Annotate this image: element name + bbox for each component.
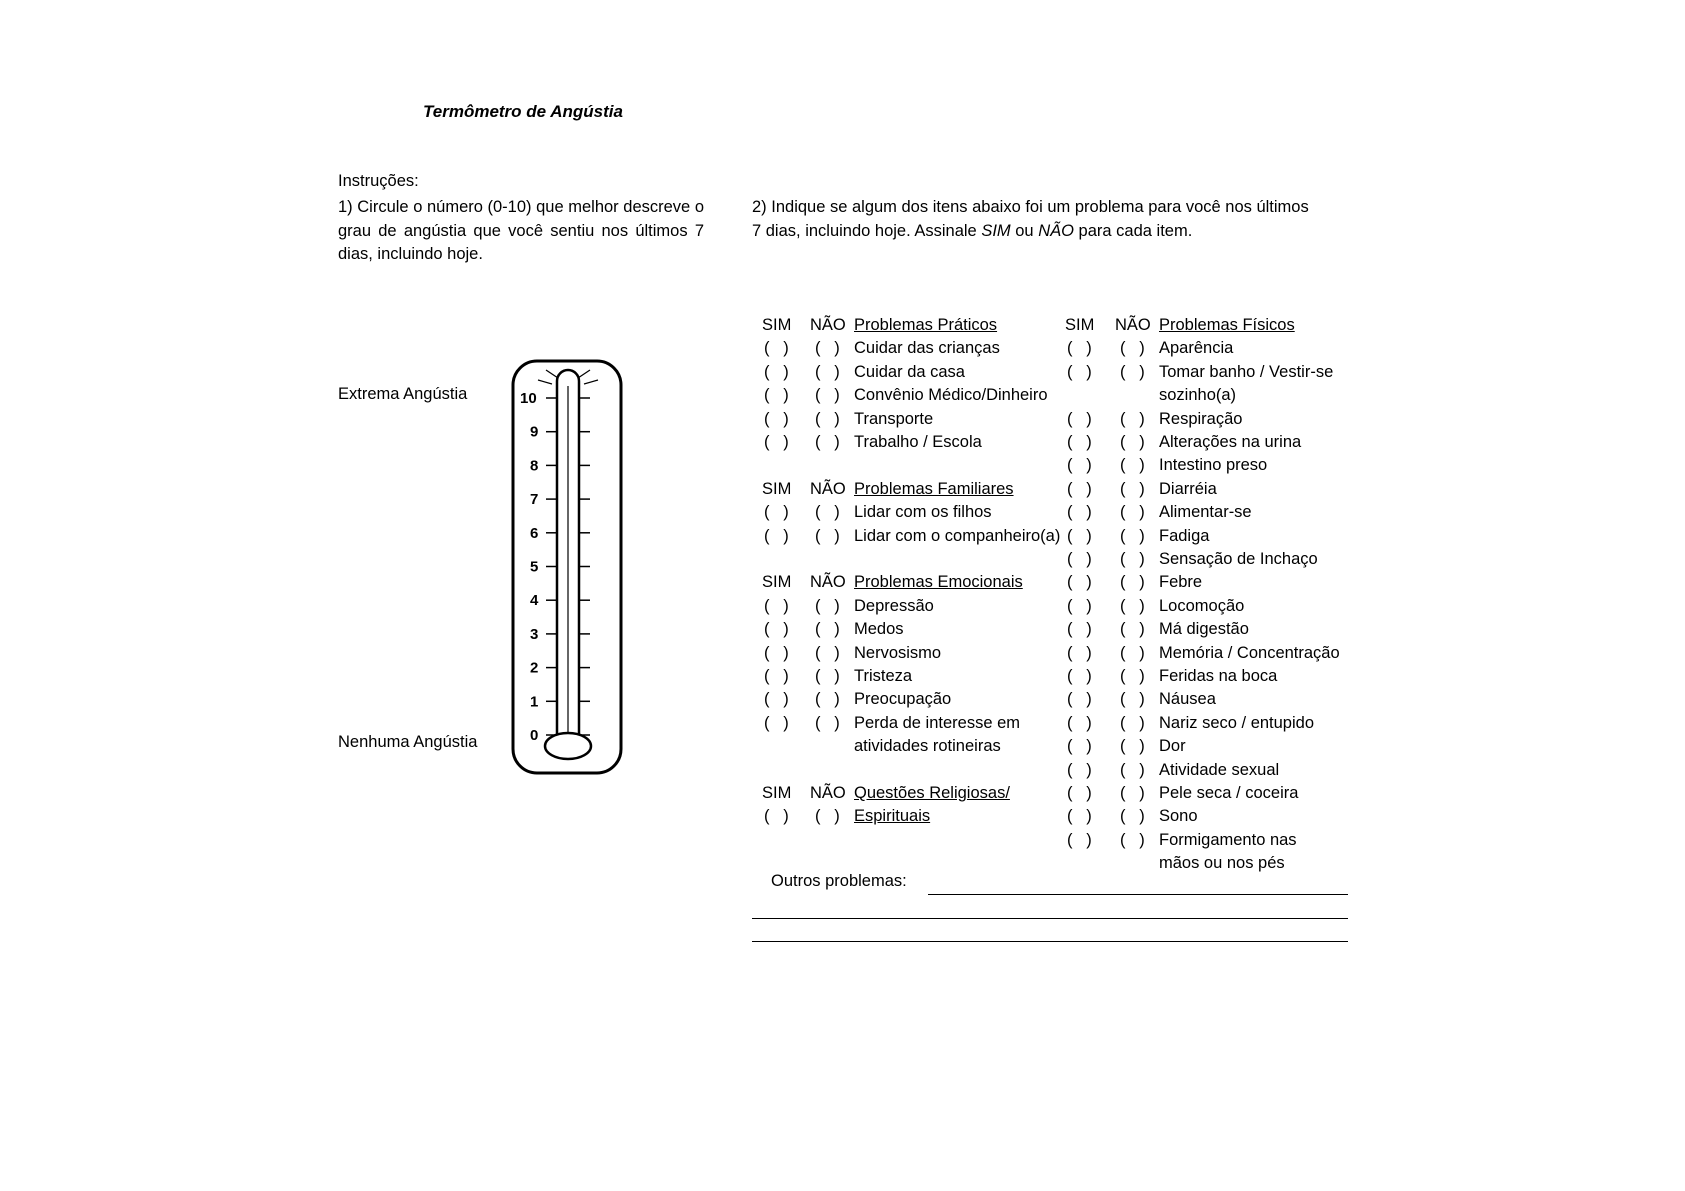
col-header-nao: NÃO bbox=[810, 784, 846, 802]
item-label: Cuidar das crianças bbox=[854, 339, 1000, 358]
item-label: Tristeza bbox=[854, 667, 913, 685]
item-label: Trabalho / Escola bbox=[854, 433, 982, 451]
item-label: Sensação de Inchaço bbox=[1159, 550, 1318, 568]
checkbox-sim[interactable]: ( ) bbox=[764, 409, 789, 428]
checkbox-nao[interactable]: ( ) bbox=[815, 690, 840, 709]
scale-label-10[interactable]: 10 bbox=[520, 390, 537, 407]
checkbox-nao[interactable]: ( ) bbox=[1120, 456, 1145, 475]
checkbox-sim[interactable]: ( ) bbox=[764, 713, 789, 732]
checkbox-nao[interactable]: ( ) bbox=[1120, 339, 1145, 358]
item-label: Intestino preso bbox=[1159, 456, 1268, 475]
checkbox-sim[interactable]: ( ) bbox=[1067, 690, 1092, 709]
item-label: Tomar banho / Vestir-se bbox=[1159, 362, 1334, 381]
form-title: Termômetro de Angústia bbox=[423, 102, 623, 121]
checkbox-nao[interactable]: ( ) bbox=[815, 339, 840, 358]
col-header-sim: SIM bbox=[762, 316, 792, 334]
col-header-nao: NÃO bbox=[1115, 316, 1151, 334]
checkbox-nao[interactable]: ( ) bbox=[815, 596, 840, 615]
scale-label-0[interactable]: 0 bbox=[530, 727, 539, 744]
item-label: Lidar com os filhos bbox=[854, 503, 992, 522]
thermometer-bulb bbox=[545, 733, 591, 759]
no-distress-label: Nenhuma Angústia bbox=[338, 733, 478, 751]
col-header-sim: SIM bbox=[762, 573, 792, 592]
item-label: Fadiga bbox=[1159, 526, 1210, 545]
section-title-praticos: Problemas Práticos bbox=[854, 316, 998, 334]
checkbox-sim[interactable]: ( ) bbox=[1067, 433, 1092, 451]
checkbox-sim[interactable]: ( ) bbox=[1067, 713, 1092, 732]
checkbox-nao[interactable]: ( ) bbox=[1120, 479, 1145, 498]
scale-label-9[interactable]: 9 bbox=[530, 423, 539, 441]
scale-label-8[interactable]: 8 bbox=[530, 457, 539, 475]
scale-label-5[interactable]: 5 bbox=[530, 558, 539, 576]
checkbox-sim[interactable]: ( ) bbox=[1067, 362, 1092, 381]
item-label: Respiração bbox=[1159, 409, 1243, 428]
checkbox-sim[interactable]: ( ) bbox=[1067, 620, 1092, 639]
item-label: mãos ou nos pés bbox=[1159, 854, 1285, 873]
checkbox-sim[interactable]: ( ) bbox=[1067, 643, 1092, 662]
checkbox-nao[interactable]: ( ) bbox=[1120, 760, 1145, 779]
scale-label-6[interactable]: 6 bbox=[530, 524, 539, 542]
item-label: Atividade sexual bbox=[1159, 760, 1280, 779]
item-label: Diarréia bbox=[1159, 479, 1217, 498]
checkbox-sim[interactable]: ( ) bbox=[1067, 503, 1092, 522]
checkbox-sim[interactable]: ( ) bbox=[764, 807, 789, 826]
checkbox-sim[interactable]: ( ) bbox=[1067, 784, 1092, 802]
item-label: Convênio Médico/Dinheiro bbox=[854, 386, 1048, 405]
checkbox-nao[interactable]: ( ) bbox=[815, 433, 840, 451]
col-header-sim: SIM bbox=[762, 784, 792, 802]
checkbox-sim[interactable]: ( ) bbox=[764, 596, 789, 615]
item-label: Febre bbox=[1159, 573, 1203, 592]
col-header-nao: NÃO bbox=[810, 573, 846, 592]
item-label: Má digestão bbox=[1159, 620, 1249, 639]
scale-label-3[interactable]: 3 bbox=[530, 625, 539, 643]
checkbox-sim[interactable]: ( ) bbox=[1067, 479, 1092, 498]
item-label: Alterações na urina bbox=[1159, 433, 1302, 451]
item-label: Nervosismo bbox=[854, 643, 942, 662]
item-label: Pele seca / coceira bbox=[1159, 784, 1299, 802]
item-label: Preocupação bbox=[854, 690, 952, 709]
checkbox-sim[interactable]: ( ) bbox=[1067, 526, 1092, 545]
item-label: Nariz seco / entupido bbox=[1159, 713, 1315, 732]
checkbox-nao[interactable]: ( ) bbox=[1120, 830, 1145, 849]
other-problems-line-2[interactable] bbox=[752, 918, 1348, 919]
checkbox-sim[interactable]: ( ) bbox=[1067, 807, 1092, 826]
item-label: Aparência bbox=[1159, 339, 1234, 358]
checkbox-nao[interactable]: ( ) bbox=[1120, 620, 1145, 639]
item-label: Transporte bbox=[854, 409, 934, 428]
checkbox-sim[interactable]: ( ) bbox=[764, 503, 789, 522]
item-label: Depressão bbox=[854, 596, 934, 615]
item-label: Lidar com o companheiro(a) bbox=[854, 526, 1061, 545]
checkbox-sim[interactable]: ( ) bbox=[1067, 573, 1092, 592]
checkbox-sim[interactable]: ( ) bbox=[1067, 667, 1092, 685]
item-label: Sono bbox=[1159, 807, 1198, 826]
checkbox-sim[interactable]: ( ) bbox=[764, 620, 789, 639]
checkbox-nao[interactable]: ( ) bbox=[1120, 643, 1145, 662]
instructions-heading: Instruções: bbox=[338, 172, 419, 190]
other-problems-label: Outros problemas: bbox=[771, 872, 907, 890]
col-header-sim: SIM bbox=[1065, 316, 1095, 334]
checkbox-nao[interactable]: ( ) bbox=[815, 526, 840, 545]
distress-thermometer bbox=[508, 358, 628, 778]
section-title-fisicos: Problemas Físicos bbox=[1159, 316, 1295, 334]
section-title-familiares: Problemas Familiares bbox=[854, 479, 1014, 498]
checkbox-nao[interactable]: ( ) bbox=[1120, 433, 1145, 451]
checkbox-nao[interactable]: ( ) bbox=[1120, 526, 1145, 545]
checkbox-sim[interactable]: ( ) bbox=[764, 362, 789, 381]
item-label: Náusea bbox=[1159, 690, 1216, 709]
other-problems-line-1[interactable] bbox=[928, 894, 1348, 895]
col-header-sim: SIM bbox=[762, 479, 792, 498]
col-header-nao: NÃO bbox=[810, 479, 846, 498]
checkbox-nao[interactable]: ( ) bbox=[1120, 737, 1145, 756]
checkbox-nao[interactable]: ( ) bbox=[1120, 596, 1145, 615]
item-label: Dor bbox=[1159, 737, 1186, 756]
scale-label-7[interactable]: 7 bbox=[530, 491, 539, 509]
scale-label-2[interactable]: 2 bbox=[530, 659, 539, 677]
checkbox-nao[interactable]: ( ) bbox=[1120, 690, 1145, 709]
instruction-step-1: 1) Circule o número (0-10) que melhor descreve o grau de angústia que você sentiu nos últimos 7 dias, incluindo hoje. bbox=[338, 198, 704, 263]
item-label: Medos bbox=[854, 620, 904, 639]
item-label: Perda de interesse em bbox=[854, 713, 1021, 732]
checkbox-sim[interactable]: ( ) bbox=[1067, 339, 1092, 358]
extreme-distress-label: Extrema Angústia bbox=[338, 385, 468, 403]
checkbox-sim[interactable]: ( ) bbox=[1067, 596, 1092, 615]
checkbox-sim[interactable]: ( ) bbox=[764, 526, 789, 545]
checkbox-nao[interactable]: ( ) bbox=[815, 807, 840, 826]
checkbox-sim[interactable]: ( ) bbox=[1067, 737, 1092, 756]
other-problems-line-3[interactable] bbox=[752, 941, 1348, 942]
instruction-step-2: 2) Indique se algum dos itens abaixo foi um problema para você nos últimos 7 dias, incluindo hoje. Assinale SIM ou NÃO para cada item. bbox=[752, 198, 1309, 240]
item-label: Locomoção bbox=[1159, 596, 1245, 615]
checkbox-sim[interactable]: ( ) bbox=[764, 667, 789, 685]
item-label: sozinho(a) bbox=[1159, 386, 1237, 405]
checkbox-nao[interactable]: ( ) bbox=[815, 713, 840, 732]
checkbox-nao[interactable]: ( ) bbox=[1120, 667, 1145, 685]
checkbox-nao[interactable]: ( ) bbox=[1120, 550, 1145, 568]
checkbox-nao[interactable]: ( ) bbox=[1120, 573, 1145, 592]
checkbox-sim[interactable]: ( ) bbox=[1067, 456, 1092, 475]
checkbox-nao[interactable]: ( ) bbox=[815, 643, 840, 662]
col-header-nao: NÃO bbox=[810, 316, 846, 334]
checkbox-sim[interactable]: ( ) bbox=[764, 339, 789, 358]
item-label: Feridas na boca bbox=[1159, 667, 1278, 685]
item-label: Formigamento nas bbox=[1159, 830, 1297, 849]
scale-label-4[interactable]: 4 bbox=[530, 592, 539, 610]
checkbox-sim[interactable]: ( ) bbox=[1067, 760, 1092, 779]
checkbox-nao[interactable]: ( ) bbox=[1120, 807, 1145, 826]
checkbox-nao[interactable]: ( ) bbox=[1120, 713, 1145, 732]
checkbox-sim[interactable]: ( ) bbox=[764, 433, 789, 451]
checkbox-nao[interactable]: ( ) bbox=[815, 503, 840, 522]
checkbox-nao[interactable]: ( ) bbox=[815, 409, 840, 428]
checkbox-sim[interactable]: ( ) bbox=[1067, 550, 1092, 568]
item-label: atividades rotineiras bbox=[854, 737, 1001, 756]
section-title-religiosas: Questões Religiosas/ bbox=[854, 784, 1010, 802]
checkbox-sim[interactable]: ( ) bbox=[1067, 830, 1092, 849]
checkbox-nao[interactable]: ( ) bbox=[1120, 362, 1145, 381]
checkbox-sim[interactable]: ( ) bbox=[1067, 409, 1092, 428]
checkbox-nao[interactable]: ( ) bbox=[815, 620, 840, 639]
section-title-emocionais: Problemas Emocionais bbox=[854, 573, 1023, 592]
item-label: Cuidar da casa bbox=[854, 362, 965, 381]
checkbox-nao[interactable]: ( ) bbox=[815, 667, 840, 685]
checkbox-nao[interactable]: ( ) bbox=[1120, 784, 1145, 802]
checkbox-nao[interactable]: ( ) bbox=[815, 362, 840, 381]
checkbox-sim[interactable]: ( ) bbox=[764, 690, 789, 709]
checkbox-sim[interactable]: ( ) bbox=[764, 386, 789, 405]
checkbox-sim[interactable]: ( ) bbox=[764, 643, 789, 662]
item-label: Memória / Concentração bbox=[1159, 643, 1340, 662]
checkbox-nao[interactable]: ( ) bbox=[1120, 503, 1145, 522]
scale-label-1[interactable]: 1 bbox=[530, 693, 539, 711]
section-title-religiosas-2: Espirituais bbox=[854, 807, 931, 826]
checkbox-nao[interactable]: ( ) bbox=[1120, 409, 1145, 428]
checkbox-nao[interactable]: ( ) bbox=[815, 386, 840, 405]
item-label: Alimentar-se bbox=[1159, 503, 1252, 522]
